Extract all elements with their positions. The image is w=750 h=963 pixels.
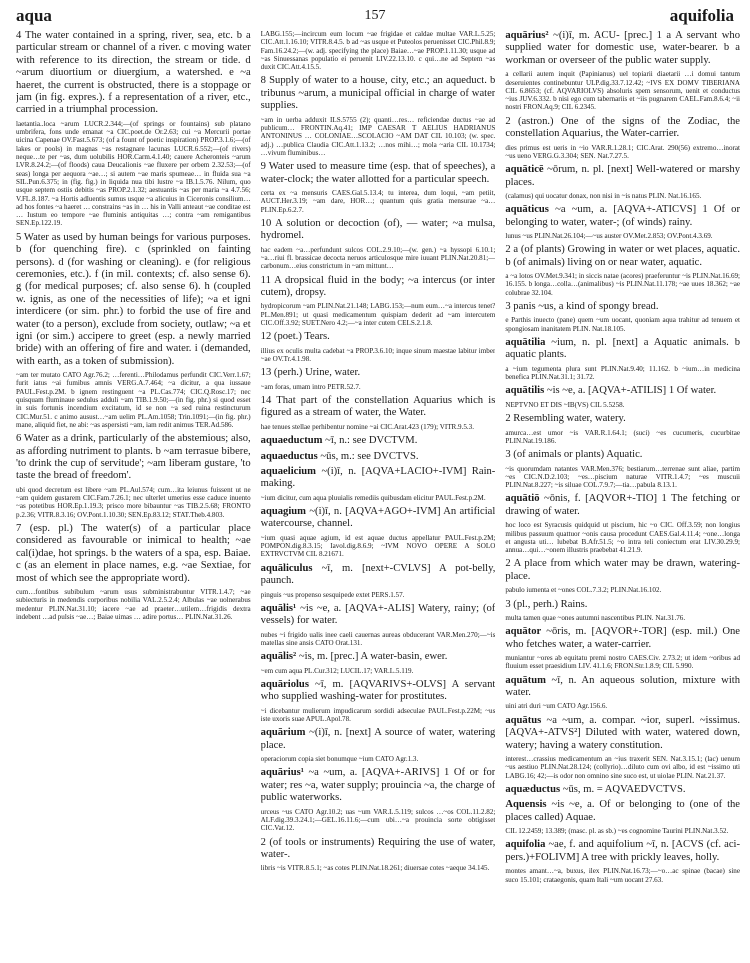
- dictionary-entry: [261, 727, 496, 752]
- entry-headword: aquæductus: [505, 783, 561, 795]
- dictionary-entry: [505, 493, 740, 518]
- sense-definition: 8 Supply of water to a house, city, etc.; an aqueduct. b tribunus ~arum, a municipal official in charge of water supplies.: [260, 75, 496, 112]
- entry-headword: aquārius¹: [260, 767, 304, 779]
- entry-definition: ~is ~e, a. [AQVA+-ATILIS] 1 Of water.: [544, 385, 717, 397]
- dictionary-entry: [261, 435, 496, 447]
- citation-block: hydropicorum ~am PLIN.Nat.21.148; LABG.153;—num eum…~a intercus tenet? PL.Men.891; ut quasi medicamentum quispiam dederit ad ~am intercutem CIC.Off.3.92; SUET.Nero 4.2;—~a inter cutem CELS.2.1.8.: [260, 302, 496, 327]
- entry-headword: aquāliculus: [260, 562, 313, 574]
- sense-definition: 10 A solution or decoction (of), — water; ~a mulsa, hydromel.: [260, 217, 496, 242]
- citation-block: (calamus) qui uocatur donax, non nisi in ~is natus PLIN. Nat.16.165.: [505, 191, 702, 200]
- citation-block: dies primus est ueris in ~io VAR.R.1.28.1; CIC.Arat. 290(56) extremo…inorat ~us ueno VERG.G.3.304; SEN. Nat.7.27.5.: [505, 143, 741, 160]
- entry-headword: aquifolia: [505, 839, 546, 851]
- citation-block: pinguis ~us propenso sesquipede extet PERS.1.57.: [260, 590, 405, 599]
- citation-block: uini atri duri ~um CATO Agr.156.6.: [505, 702, 608, 711]
- page-number: 157: [364, 8, 386, 23]
- sense-definition: 6 Water as a drink, particularly of the abstemious; also, as affording nutriment to plants. b ~am terrasue bibere, 'to drink the cup of servitude'; ~am liberam gustare, 'to taste the bread of freedom'.: [16, 433, 251, 482]
- entry-definition: ~a ~um, a. [AQVA+-ATICVS] 1 Of or belonging to water, water-; (of winds) rainy.: [505, 204, 741, 228]
- citation-block: hae tenues stellae perhibentur nomine ~ai CIC.Arat.423 (179); VITR.9.5.3.: [260, 422, 474, 431]
- entry-definition: ~(i)ī, n. [AQVA+LACIO+-IVM] Rain-making.: [260, 465, 496, 490]
- sense-definition: 14 That part of the constellation Aquarius which is figured as a stream of water, the Water.: [260, 395, 496, 419]
- citation-block: urceus ~us CATO Agr.10.2; uas ~um VAR.L.5.119; sulcos …~os COL.11.2.82; ALF.dig.39.3.24.1;—GEL.16.11.6;—cum ubi…~a prouincia sorte obtigisset CIC.Vat.12.: [260, 807, 496, 833]
- dictionary-entry: [505, 30, 740, 67]
- citation-block: libris ~is VITR.8.5.1; ~as cotes PLIN.Nat.18.261; diuersae cotes ~aeque 34.145.: [260, 864, 490, 873]
- column-3: [505, 30, 740, 959]
- header-left-guide-word: aqua: [16, 6, 52, 25]
- citation-block: pabulo iumenta et ~ones COL.7.3.2; PLIN.Nat.16.102.: [505, 586, 662, 595]
- citation-block: interest…crassius medicamentum an ~ius traxerit SEN. Nat.3.15.1; (lac) uenum ~us aestiuo PLIN.Nat.28.124; (collyrio)…diluto cum ovi albo, id est ~issimo uti LABG.16; 42;—is odor non omnino sine suco est, ut uiolae PLIN. Nat.21.37.: [505, 754, 741, 780]
- entry-definition: ~a ~um, a. [AQVA+-ARIVS] 1 Of or for water; res ~a, water supply; prouincia ~a, the charge of public waterworks.: [260, 767, 496, 804]
- citation-block: a ~ium tegumenta plura sunt PLIN.Nat.9.40; 11.162. b ~ium…in medicina benefica PLIN.Nat.31.1; 31.72.: [505, 364, 741, 382]
- citation-block: ~am ter mutato CATO Agr.76.2; …ferenti…Philodamus perfundit CIC.Verr.1.67; furit iatus ~ai fumibus amnis VERG.A.7.464; ~a dicitur, a qua iussaue PAUL.Fest.p.2M. b ignem restinguent ~a PL.Cas.774; CIC.Q.Rosc.17; nec quisquam fluminaue sedulus adduli ~am TIB.1.9.50;—(in fig. phr.) si quod esset in suis fortunis incendium excitatum, id se non ~a sed ruina restincturum CIC.Mur.51. c animo ausust…~am uelim PL.Am.1058; Trin.1091;—(in fig. phr.) mane, aliquid fiet, ne abi: ~as aspersisti ~am, iam redit animus TER.Ad.586.: [16, 371, 251, 429]
- citation-block: ~is quorumdam natantes VAR.Men.376; bestiarum…terrenae sunt aliae, partim ~es CIC.N.D.2.103; ~es…piscium naturae VITR.1.4.7; ~es muscuii PLIN.Nat.8.227; ~is siluae COL.7.9.7;—tia…pabula 8.13.1.: [505, 464, 741, 490]
- citation-block: amurca…est umor ~is VAR.R.1.64.1; (suci) ~es cucumeris, cucurbitae PLIN.Nat.19.186.: [505, 428, 741, 445]
- entry-headword: aquālis¹: [260, 602, 297, 614]
- sense-definition: 2 a (of plants) Growing in water or wet places, aquatic. b (of animals) living on or near water, aquatic.: [505, 244, 741, 268]
- sense-definition: 3 panis ~us, a kind of spongy bread.: [505, 301, 659, 313]
- sense-definition: 12 (poet.) Tears.: [260, 331, 330, 343]
- column-1: [16, 30, 251, 959]
- entry-headword: aquagium: [260, 506, 307, 518]
- citation-block: a cellarii autem inquit (Papinianus) uel topiarii diaetarii …i domui tantum deseruientes continebuntur ULP.dig.33.7.12.42; ~IVS EX DOMV TIBERIANA CIL 6.8653; (cf. AQVARIOLVS) absoluris spem sensorum, uenit et conductus ~ius JUV.6.332. b nisi ego cum tabernariis et ~iis pugnarem CAEL.Fam.8.6.4; ~ii nostri FRON.Aq.9; CIL 6.2345.: [505, 70, 741, 112]
- entry-definition: ~ōnis, f. [AQVOR+-TIO] 1 The fetching or drawing of water.: [505, 493, 741, 517]
- citation-block: hoc loco est Syracusis quidquid ut piscium, hic ~o CIC. Off.3.59; non longius milibus passuum quattuor ~onis causa procedunt CAES.Gal.4.11.4; ~one…longa et angusta uti… lubebat B.Afr.51.5; ~o intra teli coniectum erat LIV.30.29.9; annua…qui…~onem illustris praebebat 41.21.9.: [505, 521, 741, 555]
- sense-definition: 2 (of tools or instruments) Requiring the use of water, water-.: [260, 836, 496, 860]
- dictionary-entry: [505, 204, 740, 229]
- dictionary-entry: [261, 651, 496, 663]
- entry-headword: aquārium: [260, 727, 306, 739]
- citation-block: NEPTVNO ET DIS ~IB(VS) CIL 5.5258.: [505, 400, 625, 409]
- citation-block: ~i dicebantur mulierum impudicarum sordidi adseculae PAUL.Fest.p.22M; ~us iste uxoris suae APUL.Apol.78.: [260, 706, 496, 724]
- entry-definition: ~(i)ī, n. [next] A source of water, watering place.: [260, 727, 496, 751]
- entry-headword: aquaelicium: [260, 465, 316, 477]
- citation-block: lunus ~us PLIN.Nat.26.104;—~us auster OV.Met.2.853; OV.Pont.4.3.69.: [505, 232, 713, 241]
- dictionary-columns: [16, 30, 740, 959]
- entry-definition: ~(i)ī, n. [AQVA+AGO+-IVM] An artificial watercourse, channel.: [260, 506, 496, 530]
- sense-definition: 3 (of animals or plants) Aquatic.: [505, 449, 643, 461]
- entry-definition: ~is ~e, a. Of or belonging to (one of the places called) Aquae.: [505, 799, 741, 823]
- citation-block: LABG.155;—incircum eum locum ~ae frigidae et caldae multae VAR.L.5.25; CIC.Att.1.16.10; VITR.8.4.5. b ad ~as usque et Puteolos peruenisset CIC.Phil.8.9; Fam.16.24.2;—(w. adj. specifying the place) Baiae…~ae PROP.1.11.30; usque ad ~as Sinuessanas populatio ei peruenit LIV.22.13.10. c qui…ne ad Septem ~as duxit CIC.Att.4.15.5.: [260, 30, 496, 72]
- dictionary-entry: [261, 603, 496, 628]
- sense-definition: 2 A place from which water may be drawn, watering-place.: [505, 558, 741, 582]
- dictionary-entry: [505, 164, 740, 189]
- page-header: [16, 6, 734, 30]
- citation-block: CIL 12.2459; 13.389; (masc. pl. as sb.) ~es cognomine Taurini PLIN.Nat.3.52.: [505, 827, 729, 836]
- entry-definition: ~ōrum, n. pl. [next] Well-watered or marshy places.: [505, 164, 741, 188]
- entry-definition: ~a ~um, a. compar. ~ior, superl. ~issimus. [AQVA+-ATVS²] Diluted with water, watered down, watery; having a watery constitution.: [505, 714, 741, 751]
- entry-definition: ~ī, m. [next+-CVLVS] A pot-belly, paunch.: [260, 562, 496, 587]
- citation-block: hac eadem ~a…perfundunt sulcos COL.2.9.10;—(w. gen.) ~a hyssopi 6.10.1; ~a…riui fl. brassicae decocta neruos articulosque mire iuuant PLIN.Nat.20.81;—carbonum…eius constrictum in ~am mittunt…: [260, 245, 496, 271]
- entry-definition: ~ūs, m. = AQVAEDVCTVS.: [560, 783, 686, 795]
- citation-block: multa tamen quae ~ones autumni nascentibus PLIN. Nat.31.76.: [505, 613, 686, 622]
- dictionary-entry: [505, 839, 740, 864]
- column-2: [261, 30, 496, 959]
- citation-block: ~ium dicitur, cum aqua pluuialis remediis quibusdam elicitur PAUL.Fest.p.2M.: [260, 493, 486, 502]
- entry-headword: aquātum: [505, 674, 546, 686]
- sense-definition: 13 (perh.) Urine, water.: [260, 367, 361, 379]
- citation-block: ~em cum aqua PL.Cur.312; LUCIL.17; VAR.L.5.119.: [260, 666, 414, 675]
- entry-headword: aquātilis: [505, 385, 545, 397]
- entry-definition: ~ī, n.: see DVCTVM.: [322, 435, 418, 447]
- entry-definition: ~ium, n. pl. [next] a Aquatic animals. b aquatic plants.: [505, 337, 741, 361]
- dictionary-entry: [261, 563, 496, 588]
- sense-definition: 9 Water used to measure time (esp. that of speeches), a water-clock; the water allotted for a particular speech.: [260, 161, 496, 185]
- citation-block: nubes ~i frigido ualis inee caeli cauernas aureas obducerant VAR.Men.270;—~is matellas sine ansis CATO Orat.131.: [260, 630, 496, 647]
- sense-definition: 2 Resembling water, watery.: [505, 413, 626, 425]
- citation-block: laetantia..loca ~arum LUCR.2.344;—(of springs or fountains) sub platano umbrifera, fons unde emanat ~a CIC.poet.de Or.2.63; cui ~a Mercurii portae uicina Capenae OV.Fast.5.673; (of a fount of poetic inspiration) PROP.3.1.6;—(of lakes or pools) in magnas ~as restagnare lacunas LUCR.6.552;—(of rivers) neque…te per ~as, dum uolubilis HOR.Carm.4.1.40; cauere Acheronteis ~arum LVR.8.24.2;—(of floods) caua Deucalionis ~ae fluxere per orbem 2.32.53;—(of seas) longa per aequora ~ae…; si autem ~ae maris spumeae… in fluida sua ~a SIL.Pun.6.375; in (fig. fig.) in liquida nua tibi lustre ~a IB.1.5.76. Nilum, quo usque septem ostiis debitis ~as PROP.2.1.32; aestuantis ~as per maria ~a 4.7.56; V.FL.8.187. ~a Hortis adluentis sumus usque ~a alicuius in Ciceronis consilium…ad hos fontes ~a haeret … constrains ~as in … his in Valli anteaut ~ae conditae est … Iustum eo tempore ~ae fluminis antiquitas …; contra ~am remigantibus SEN.Ep.122.19.: [16, 119, 251, 228]
- citation-block: a ~a lotos OV.Met.9.341; in siccis natae (acores) praeferuntur ~is PLIN.Nat.16.69; 16.155. b longa…colla…(animalibus) ~is PLIN.Nat.11.178; ~ae uues 18.362; ~ae colubrae 32.104.: [505, 272, 741, 297]
- dictionary-entry: [261, 679, 496, 704]
- entry-headword: aquātiō: [505, 493, 540, 505]
- header-right-guide-word: aquifolia: [669, 6, 734, 25]
- entry-headword: aquaeductum: [260, 435, 323, 447]
- citation-block: operaciorum copia siet bonumque ~ium CATO Agr.1.3.: [260, 755, 419, 764]
- citation-block: e Parthis inuecto (pane) quem ~um uocant, quoniam aqua trahitur ad tenuem et spongiosam inanitatem PLIN. Nat.18.105.: [505, 316, 741, 333]
- citation-block: montes amant…~a, buxus, ilex PLIN.Nat.16.73;—~o…ac spinae (bacae) sine suco 15.101; crataegonis, quam Itali ~um uocant 27.63.: [505, 867, 741, 884]
- citation-block: muniantur ~ores ab equitatu premi nostro CAES.Civ. 2.73.2; ut idem ~oribus ad fluuium esset praesidium LIV. 41.1.6; FRON.Str.1.8.9; CIL 5.990.: [505, 654, 741, 671]
- dictionary-entry: [505, 715, 740, 752]
- entry-headword: aquāriolus: [260, 678, 309, 690]
- entry-headword: Aquensis: [505, 799, 547, 811]
- entry-definition: ~(i)ī, m. ACU- [prec.] 1 a A servant who supplied water for domestic use, water-bearer. b a workman or overseer of the public water supply.: [505, 30, 741, 66]
- citation-block: ubi quod decretum est libere ~am PL.Aul.574; cum…ita leiunus fuissent ut ne ~am quidem gustarem CIC.Fam.7.26.1; nec ulterlet umerius esse caduce inuento ~as potetibus HOR.Ep.1.19.3; prisco more bibauntur ~as TIB.2.5.68; FRONTO p.2.36; VITR.8.3.16; OV.Pont.1.10.30; SEN.Ep.83.12; STAT.Theb.4.803.: [16, 485, 251, 519]
- entry-definition: ~ōris, m. [AQVOR+-TOR] (esp. mil.) One who fetches water, a water-carrier.: [505, 626, 741, 650]
- sense-definition: 5 Water as used by human beings for various purposes. b (for quenching fire). c (sprinkled on fainting persons). d (for washing or cleaning). e (for religious ceremonies, etc.). f (in mil. contexts; cf. also sense 6). g (for medical purposes; cf. also sense 6). h (coupled w. ignis, as one of the necessities of life); ~a et igni interdicere (or sim. phr.) to forbid the use of fire and water (to a person), exclude from society, outlaw; ~a et igni (or sim.) accipere to greet (esp. a newly married bride) with an offering of fire and water. i (demanded, with earth, as a token of submission).: [16, 231, 251, 367]
- entry-headword: aquāticus: [505, 204, 549, 216]
- entry-definition: ~is ~e, a. [AQVA+-ALIS] Watery, rainy; (of vessels) for water.: [260, 602, 496, 627]
- citation-block: illius ex oculis multa cadebat ~a PROP.3.6.10; inque sinum maestae labitur imber ~ae OV.Tr.4.1.98.: [260, 346, 496, 363]
- citation-block: ~ium quasi aquae agium, id est aquae ductus appellatur PAUL.Fest.p.2M; POMPON.dig.8.3.15; Iavol.dig.8.6.9; ~IVM NOVO OPERE A SOLO EXTRVCTVM CIL 8.21671.: [260, 533, 496, 559]
- dictionary-entry: [261, 466, 496, 491]
- dictionary-entry: [261, 767, 496, 804]
- entry-definition: ~ūs, m.: see DVCTVS.: [317, 450, 419, 462]
- dictionary-entry: [505, 799, 740, 824]
- entry-definition: ~ae, f. and aquifolium ~ī, n. [ACVS (cf. aci-pers.)+FOLIVM] A tree with prickly leaves, holly.: [505, 839, 741, 863]
- dictionary-entry: [505, 385, 740, 397]
- citation-block: certa ex ~a mensuris CAES.Gal.5.13.4; tu interea, dum loqui, ~am petiit, AUCT.Her.3.19; ~am dare, HOR…; quantum quis gratia mensurae ~a… PLIN.Ep.6.2.7.: [260, 189, 496, 214]
- dictionary-entry: [505, 626, 740, 651]
- sense-definition: 4 The water contained in a spring, river, sea, etc. b a particular stream or channel of a river. c moving water with reference to its direction, the stream or tide. d ~arum diuortium or diuergium, a watershed. e ~a haeret, the current is obstructed, there is a stoppage or jam (in fig. expres.). f a representation of a river, etc., carried in a triumphal procession.: [16, 30, 251, 116]
- sense-definition: 7 (esp. pl.) The water(s) of a particular place considered as favourable or inimical to health; ~ae cal(i)dae, hot springs. b the waters of a spa, esp. Baiae. c (as an element in place names, e.g. ~ae Sextiae, for most of which see the appropriate word).: [16, 523, 251, 584]
- entry-headword: aquātilia: [505, 337, 546, 349]
- dictionary-entry: [505, 675, 740, 700]
- sense-definition: 3 (pl., perh.) Rains.: [505, 598, 588, 610]
- entry-headword: aquātus: [505, 714, 542, 726]
- entry-headword: aquātor: [505, 626, 542, 638]
- entry-headword: aquālis²: [260, 651, 297, 663]
- dictionary-entry: [505, 784, 740, 796]
- citation-block: ~am in uerba adduxit ILS.5755 (2); quanti…res… reficiendae ductus ~ae ad publicum… FRONTIN.Aq.41; IMP CAESAR T AELIUS HADRIANUS ANTONINUS … COLONIAE…SCOLACIO ~AM DAT CIL 10.103; (w. spec. adj.) …publica Claudia CIC.Att.1.13.2; …nos mihi…; mola ~aria CIL 10.1734; …vivum fluminibus…: [260, 115, 496, 157]
- citation-block: ~am foras, umam intro PETR.52.7.: [260, 382, 361, 391]
- dictionary-entry: [505, 337, 740, 362]
- entry-headword: aquaeductus: [260, 450, 318, 462]
- entry-definition: ~ī, m. [AQVARIVS+-OLVS] A servant who supplied washing-water for prostitutes.: [260, 678, 496, 703]
- entry-headword: aquārius²: [505, 30, 549, 41]
- sense-definition: 2 (astron.) One of the signs of the Zodiac, the constellation Aquarius, the Water-carrier.: [505, 115, 741, 140]
- dictionary-entry: [261, 506, 496, 531]
- dictionary-entry: [261, 451, 496, 463]
- sense-definition: 11 A dropsical fluid in the body; ~a intercus (or inter cutem), dropsy.: [260, 274, 496, 298]
- entry-definition: ~ī, n. An aqueous solution, mixture with water.: [505, 674, 741, 699]
- citation-block: cum…fontibus subibulum ~arum usus subministrabuntur VITR.1.4.7; ~ae subiecturis in medendis corporibus nobilia VAL.2.5.2.4; Albulas ~ae uolnerabus medentur PLIN.Nat.31.10; iacere ~ae ad praeter…utilem…frigidis dextra indebent …ad pulsis ~ae…; Baiae uimas … adire portus… PLIN.Nat.31.26.: [16, 588, 251, 621]
- entry-headword: aquāticē: [505, 164, 544, 176]
- entry-definition: ~is, m. [prec.] A water-basin, ewer.: [296, 651, 448, 663]
